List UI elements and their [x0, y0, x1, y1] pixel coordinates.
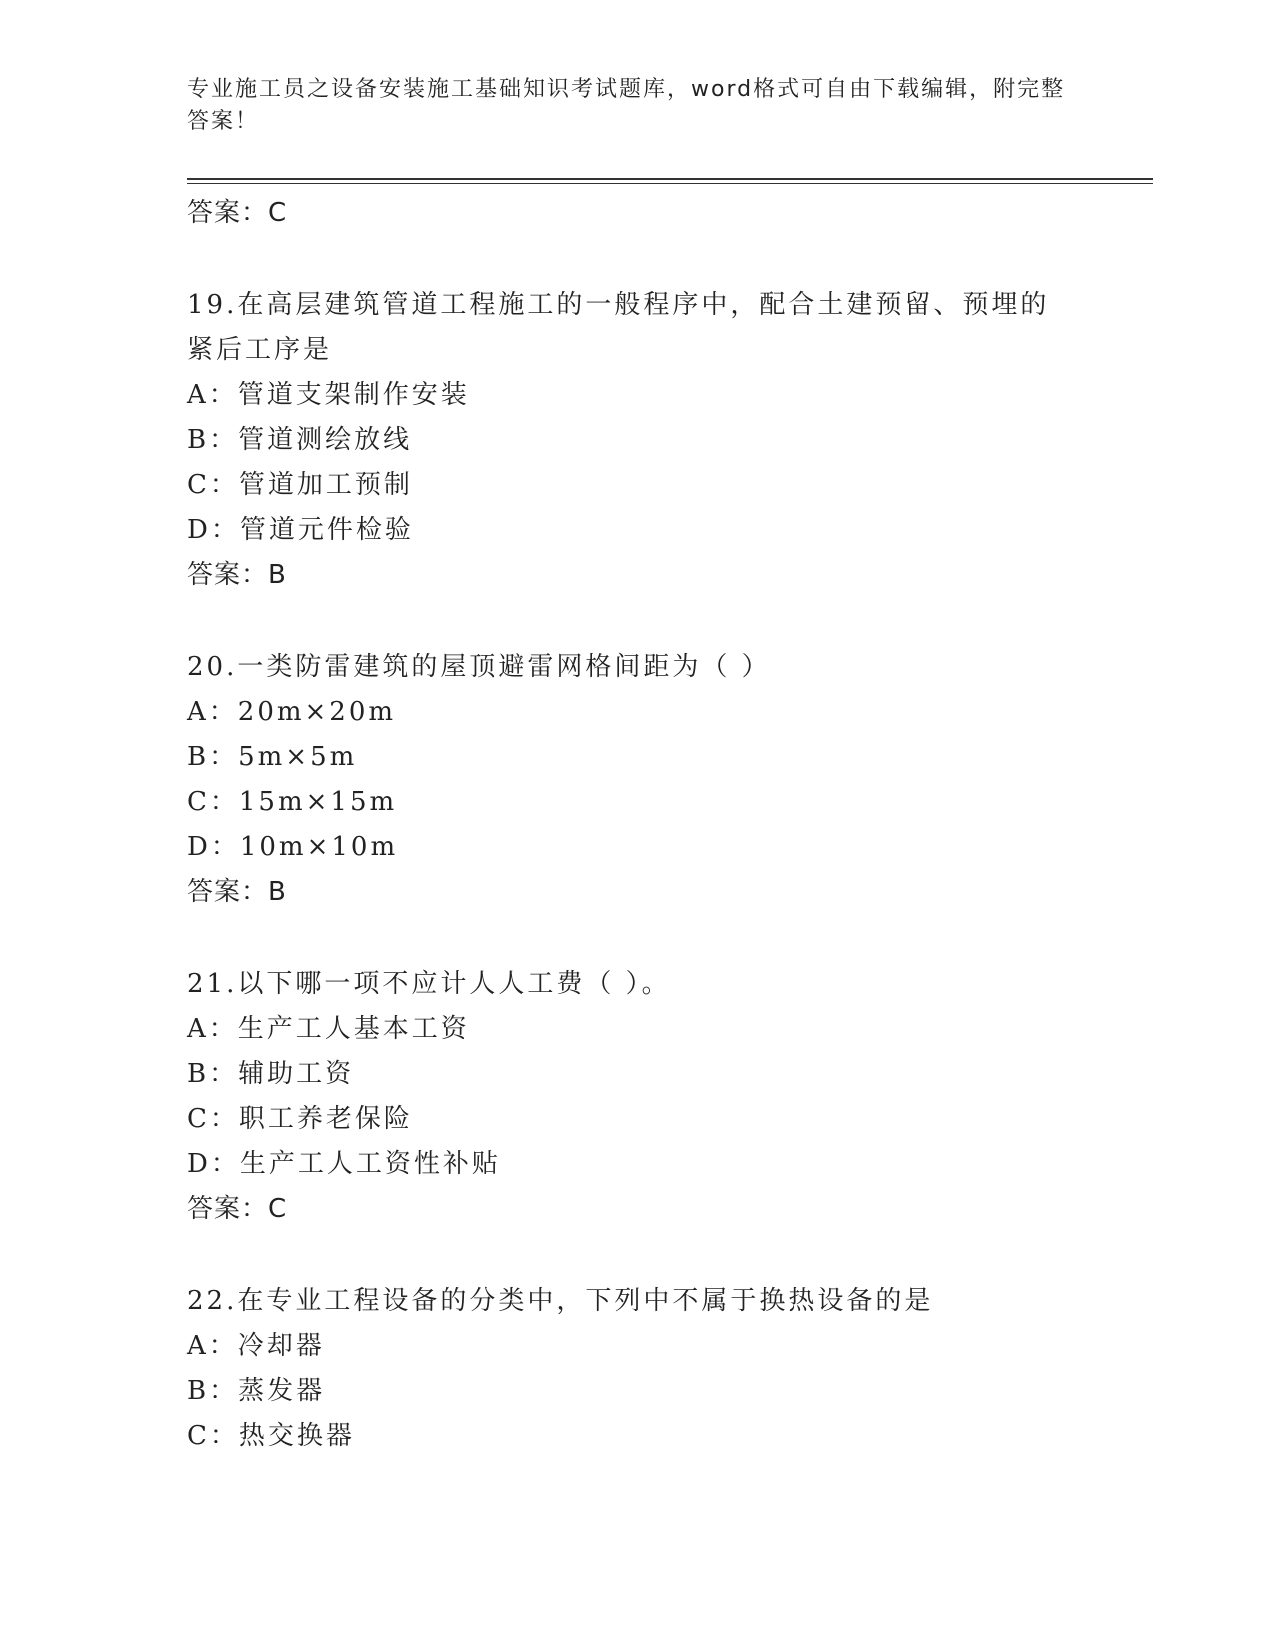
option-b: B：蒸发器 — [187, 1376, 326, 1406]
option-a: A：管道支架制作安装 — [187, 380, 470, 410]
question-stem: 20.一类防雷建筑的屋顶避雷网格间距为（ ） — [187, 652, 771, 682]
question-block — [187, 283, 1087, 598]
question-stem: 21.以下哪一项不应计人人工费（ ）。 — [187, 969, 671, 999]
question-list — [187, 191, 1087, 1459]
option-a: A：生产工人基本工资 — [187, 1014, 470, 1044]
option-c: C：15m×15m — [187, 787, 398, 817]
option-b: B：5m×5m — [187, 742, 358, 772]
question-block — [187, 645, 1087, 915]
question-stem: 22.在专业工程设备的分类中，下列中不属于换热设备的是 — [187, 1286, 934, 1316]
answer-line: 答案：B — [187, 877, 287, 907]
option-d: D：生产工人工资性补贴 — [187, 1149, 501, 1179]
question-block — [187, 1279, 1087, 1459]
header-divider-thin — [187, 183, 1153, 184]
option-a: A：20m×20m — [187, 697, 397, 727]
option-d: D：10m×10m — [187, 832, 399, 862]
answer-line: 答案：C — [187, 1194, 288, 1224]
option-a: A：冷却器 — [187, 1331, 325, 1361]
question-stem: 19.在高层建筑管道工程施工的一般程序中，配合土建预留、预埋的紧后工序是 — [187, 290, 1050, 365]
option-b: B：管道测绘放线 — [187, 425, 413, 455]
question-block — [187, 962, 1087, 1232]
option-c: C：职工养老保险 — [187, 1104, 413, 1134]
option-c: C：热交换器 — [187, 1421, 355, 1451]
option-c: C：管道加工预制 — [187, 470, 413, 500]
header-divider-thick — [187, 178, 1153, 180]
option-b: B：辅助工资 — [187, 1059, 355, 1089]
document-header: 专业施工员之设备安装施工基础知识考试题库，word格式可自由下载编辑，附完整答案！ — [187, 77, 1066, 134]
option-d: D：管道元件检验 — [187, 515, 414, 545]
answer-line: 答案：C — [187, 198, 288, 228]
answer-line: 答案：B — [187, 560, 287, 590]
